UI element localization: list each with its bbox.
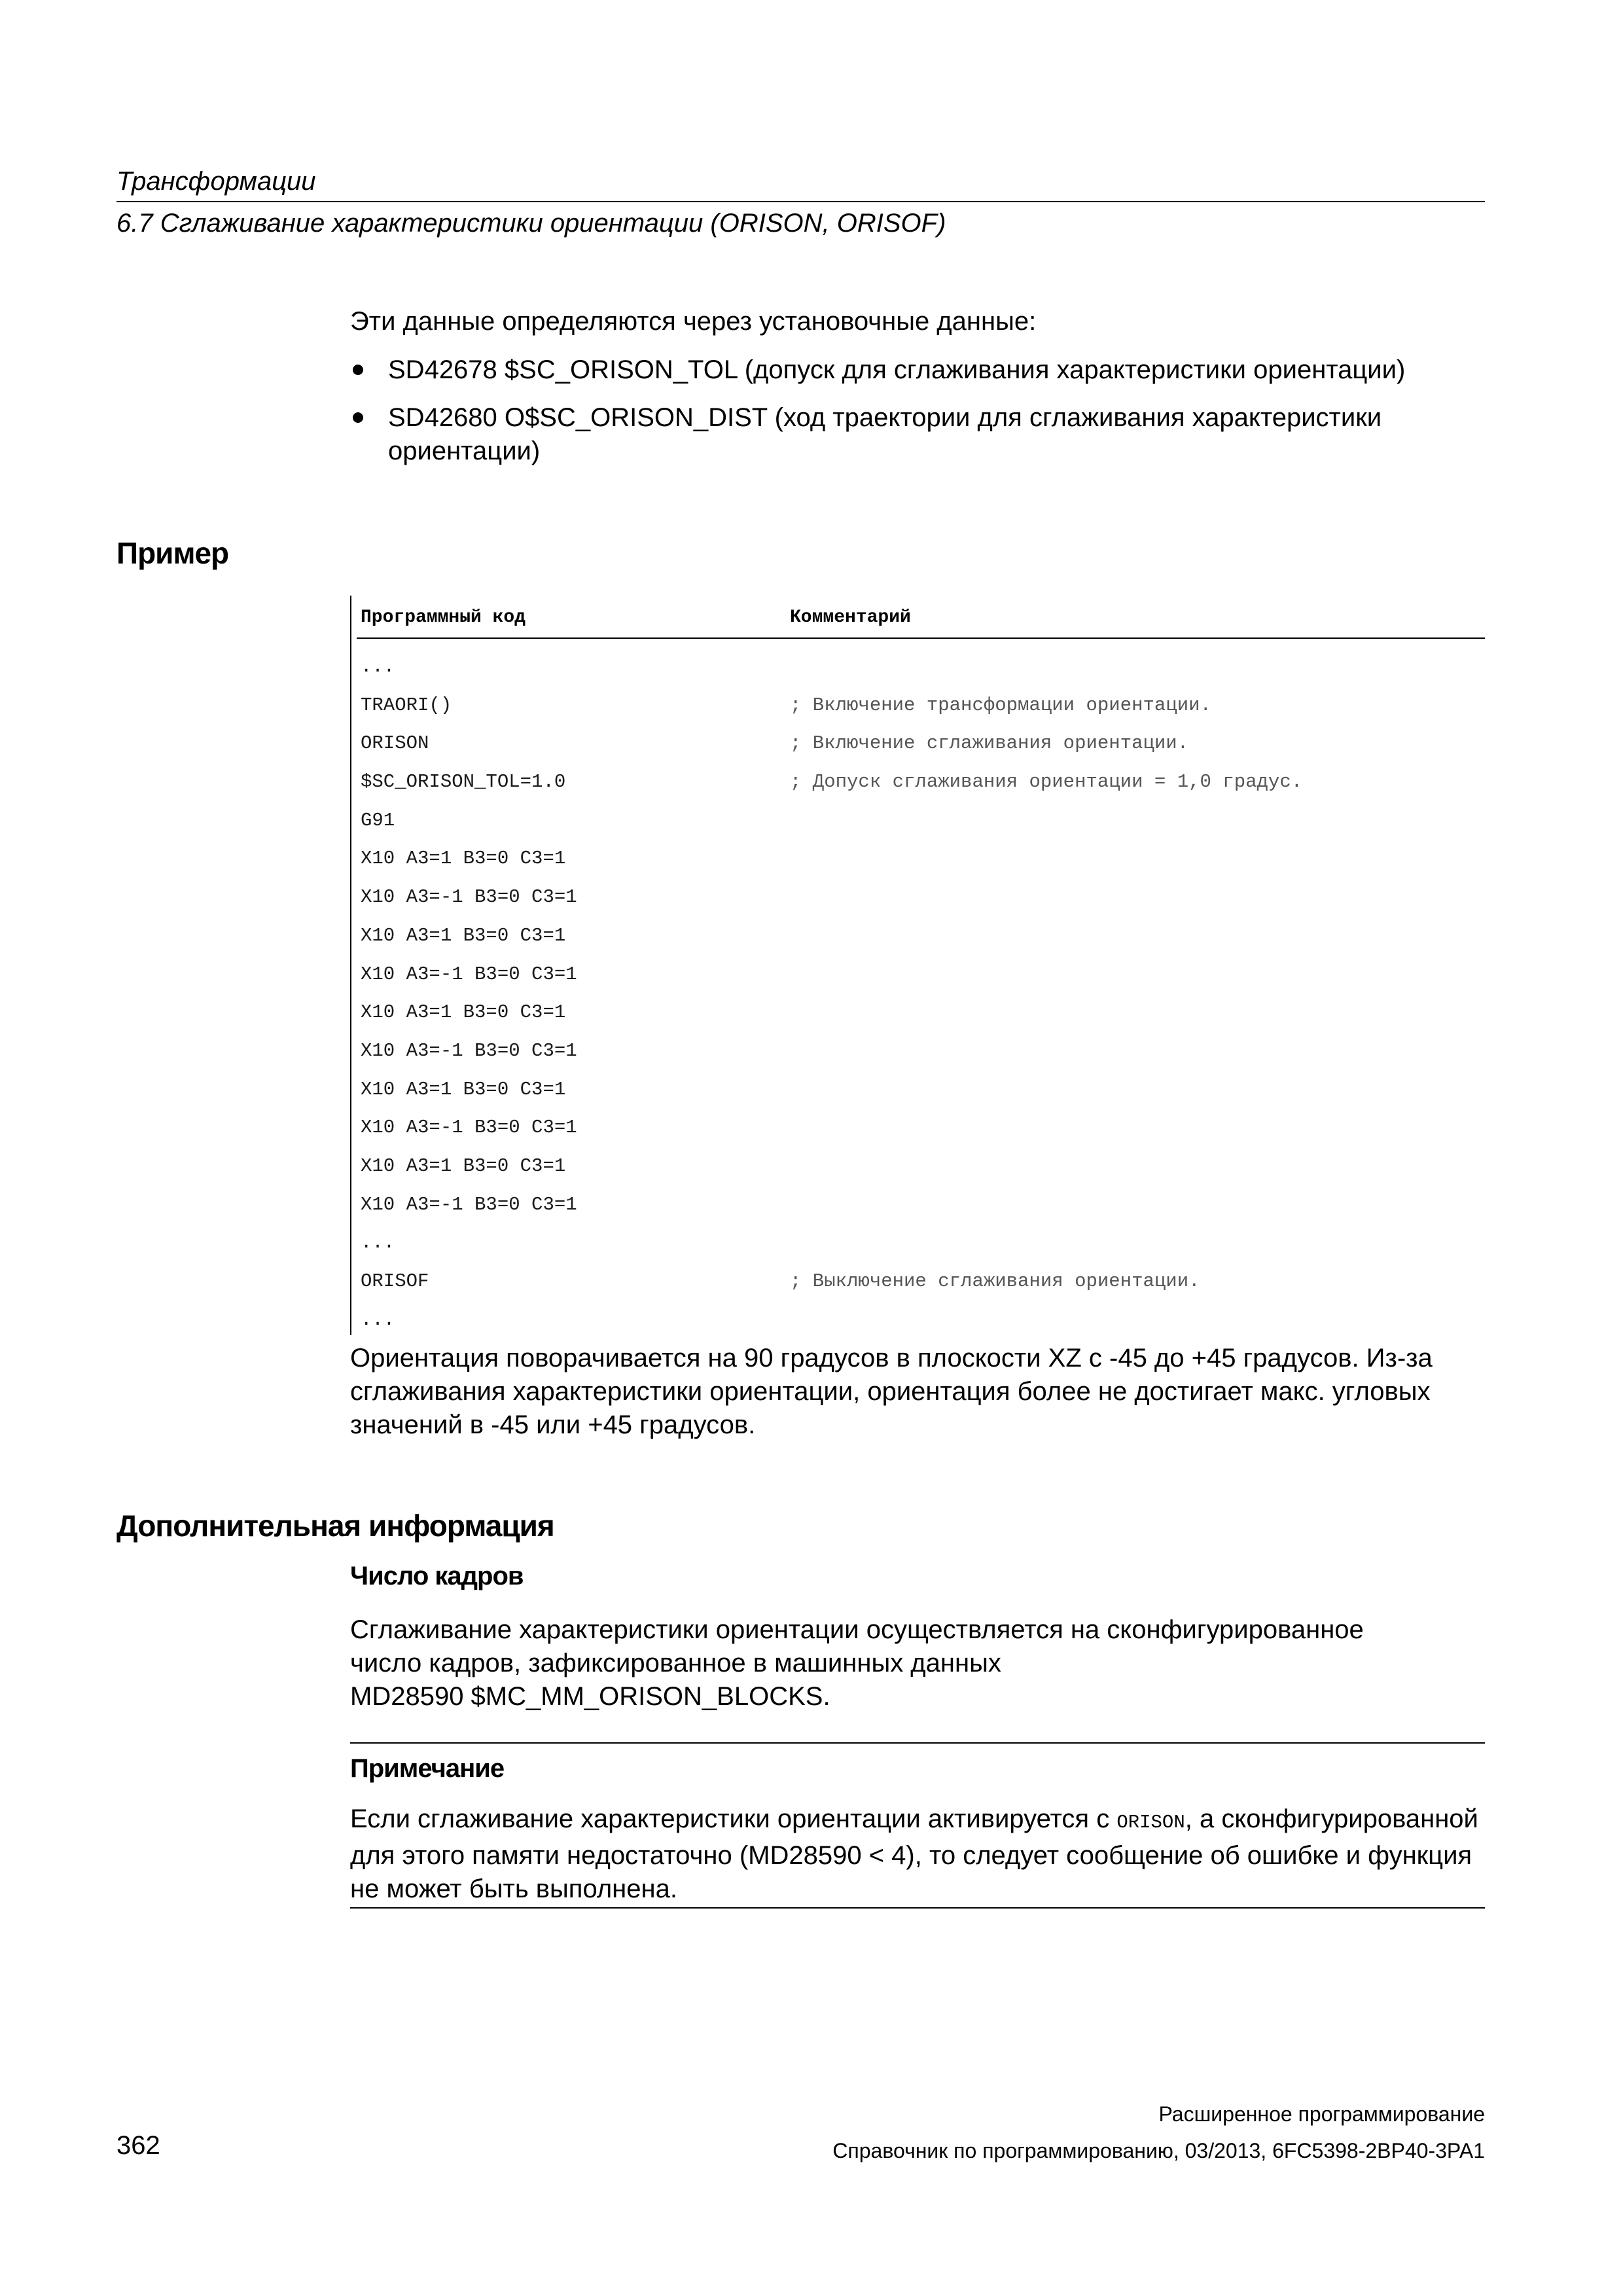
example-heading: Пример	[116, 536, 229, 570]
footer-reference: Справочник по программированию, 03/2013, 6FC5398-2BP40-3PA1	[832, 2139, 1485, 2162]
table-row	[350, 685, 1485, 724]
table-row	[350, 916, 1485, 954]
code-cell: $SC_ORISON_TOL=1.0	[361, 771, 566, 793]
table-row	[350, 647, 1485, 685]
code-cell: X10 A3=1 B3=0 C3=1	[361, 1001, 566, 1024]
table-row	[350, 723, 1485, 762]
example-explanation: Ориентация поворачивается на 90 градусов в плоскости XZ с -45 до +45 градусов. Из-за сглаживания характеристики ориентации, ориентация более не достигает макс. угловых значений в -45 или +45 градусов.	[350, 1344, 1433, 1439]
block-count-subheading: Число кадров	[350, 1562, 524, 1590]
note-text: Если сглаживание характеристики ориентации активируется с ORISON, а сконфигурированной для этого памяти недостаточно (MD28590 < 4), то следует сообщение об ошибке и функция не может быть выполнена.	[350, 1804, 1478, 1903]
table-row	[350, 954, 1485, 993]
table-row	[350, 1300, 1485, 1338]
bullet-icon	[353, 412, 363, 423]
code-cell: X10 A3=1 B3=0 C3=1	[361, 1078, 566, 1100]
table-row	[350, 1146, 1485, 1185]
section-title: 6.7 Сглаживание характеристики ориентации (ORISON, ORISOF)	[116, 209, 946, 238]
code-rows	[350, 647, 1485, 1338]
code-cell: ORISON	[361, 732, 429, 755]
table-row	[350, 1107, 1485, 1146]
footer-title: Расширенное программирование	[1158, 2102, 1485, 2126]
list-item: SD42680 O$SC_ORISON_DIST (ход траектории для сглаживания характеристики ориентации)	[350, 401, 1485, 468]
note-heading: Примечание	[350, 1754, 505, 1783]
code-cell: X10 A3=-1 B3=0 C3=1	[361, 1039, 577, 1062]
additional-heading: Дополнительная информация	[116, 1509, 554, 1543]
table-row	[350, 762, 1485, 800]
table-row	[350, 1261, 1485, 1300]
chapter-title: Трансформации	[116, 167, 316, 196]
settings-list	[350, 353, 1485, 482]
col-header-comment: Комментарий	[790, 607, 911, 628]
code-cell: ...	[361, 656, 395, 677]
code-cell: ORISOF	[361, 1270, 429, 1292]
table-row	[350, 992, 1485, 1031]
note-bottom-rule	[350, 1907, 1485, 1909]
block-count-text: Сглаживание характеристики ориентации осуществляется на сконфигурированное число кадров, зафиксированное в машинных данных MD28590 $MC_MM_ORISON_BLOCKS.	[350, 1615, 1364, 1711]
code-cell: X10 A3=-1 B3=0 C3=1	[361, 1117, 577, 1139]
code-cell: TRAORI()	[361, 694, 452, 716]
table-row	[350, 1069, 1485, 1108]
table-row	[350, 1223, 1485, 1261]
table-row	[350, 1031, 1485, 1069]
code-cell: ...	[361, 1308, 395, 1331]
code-cell: ...	[361, 1232, 395, 1254]
note-top-rule	[350, 1742, 1485, 1744]
comment-cell: ; Включение сглаживания ориентации.	[790, 732, 1189, 755]
table-row	[350, 800, 1485, 839]
col-header-code: Программный код	[361, 607, 526, 628]
table-row	[350, 877, 1485, 916]
code-header-rule	[357, 637, 1485, 639]
code-cell: X10 A3=-1 B3=0 C3=1	[361, 886, 577, 908]
bullet-icon	[353, 365, 363, 375]
list-item: SD42678 $SC_ORISON_TOL (допуск для сглаживания характеристики ориентации)	[350, 353, 1485, 387]
table-row	[350, 838, 1485, 877]
code-cell: X10 A3=1 B3=0 C3=1	[361, 848, 566, 870]
page-number: 362	[116, 2131, 160, 2160]
code-table	[350, 596, 1485, 1335]
code-cell: X10 A3=1 B3=0 C3=1	[361, 924, 566, 946]
table-row	[350, 1185, 1485, 1223]
comment-cell: ; Включение трансформации ориентации.	[790, 694, 1211, 716]
header-rule	[116, 201, 1485, 202]
comment-cell: ; Выключение сглаживания ориентации.	[790, 1270, 1200, 1292]
code-cell: G91	[361, 809, 395, 831]
code-cell: X10 A3=1 B3=0 C3=1	[361, 1155, 566, 1177]
comment-cell: ; Допуск сглаживания ориентации = 1,0 градус.	[790, 771, 1303, 793]
intro-text: Эти данные определяются через установочные данные:	[350, 307, 1037, 336]
code-cell: X10 A3=-1 B3=0 C3=1	[361, 963, 577, 985]
inline-code: ORISON	[1116, 1812, 1185, 1833]
code-cell: X10 A3=-1 B3=0 C3=1	[361, 1193, 577, 1215]
